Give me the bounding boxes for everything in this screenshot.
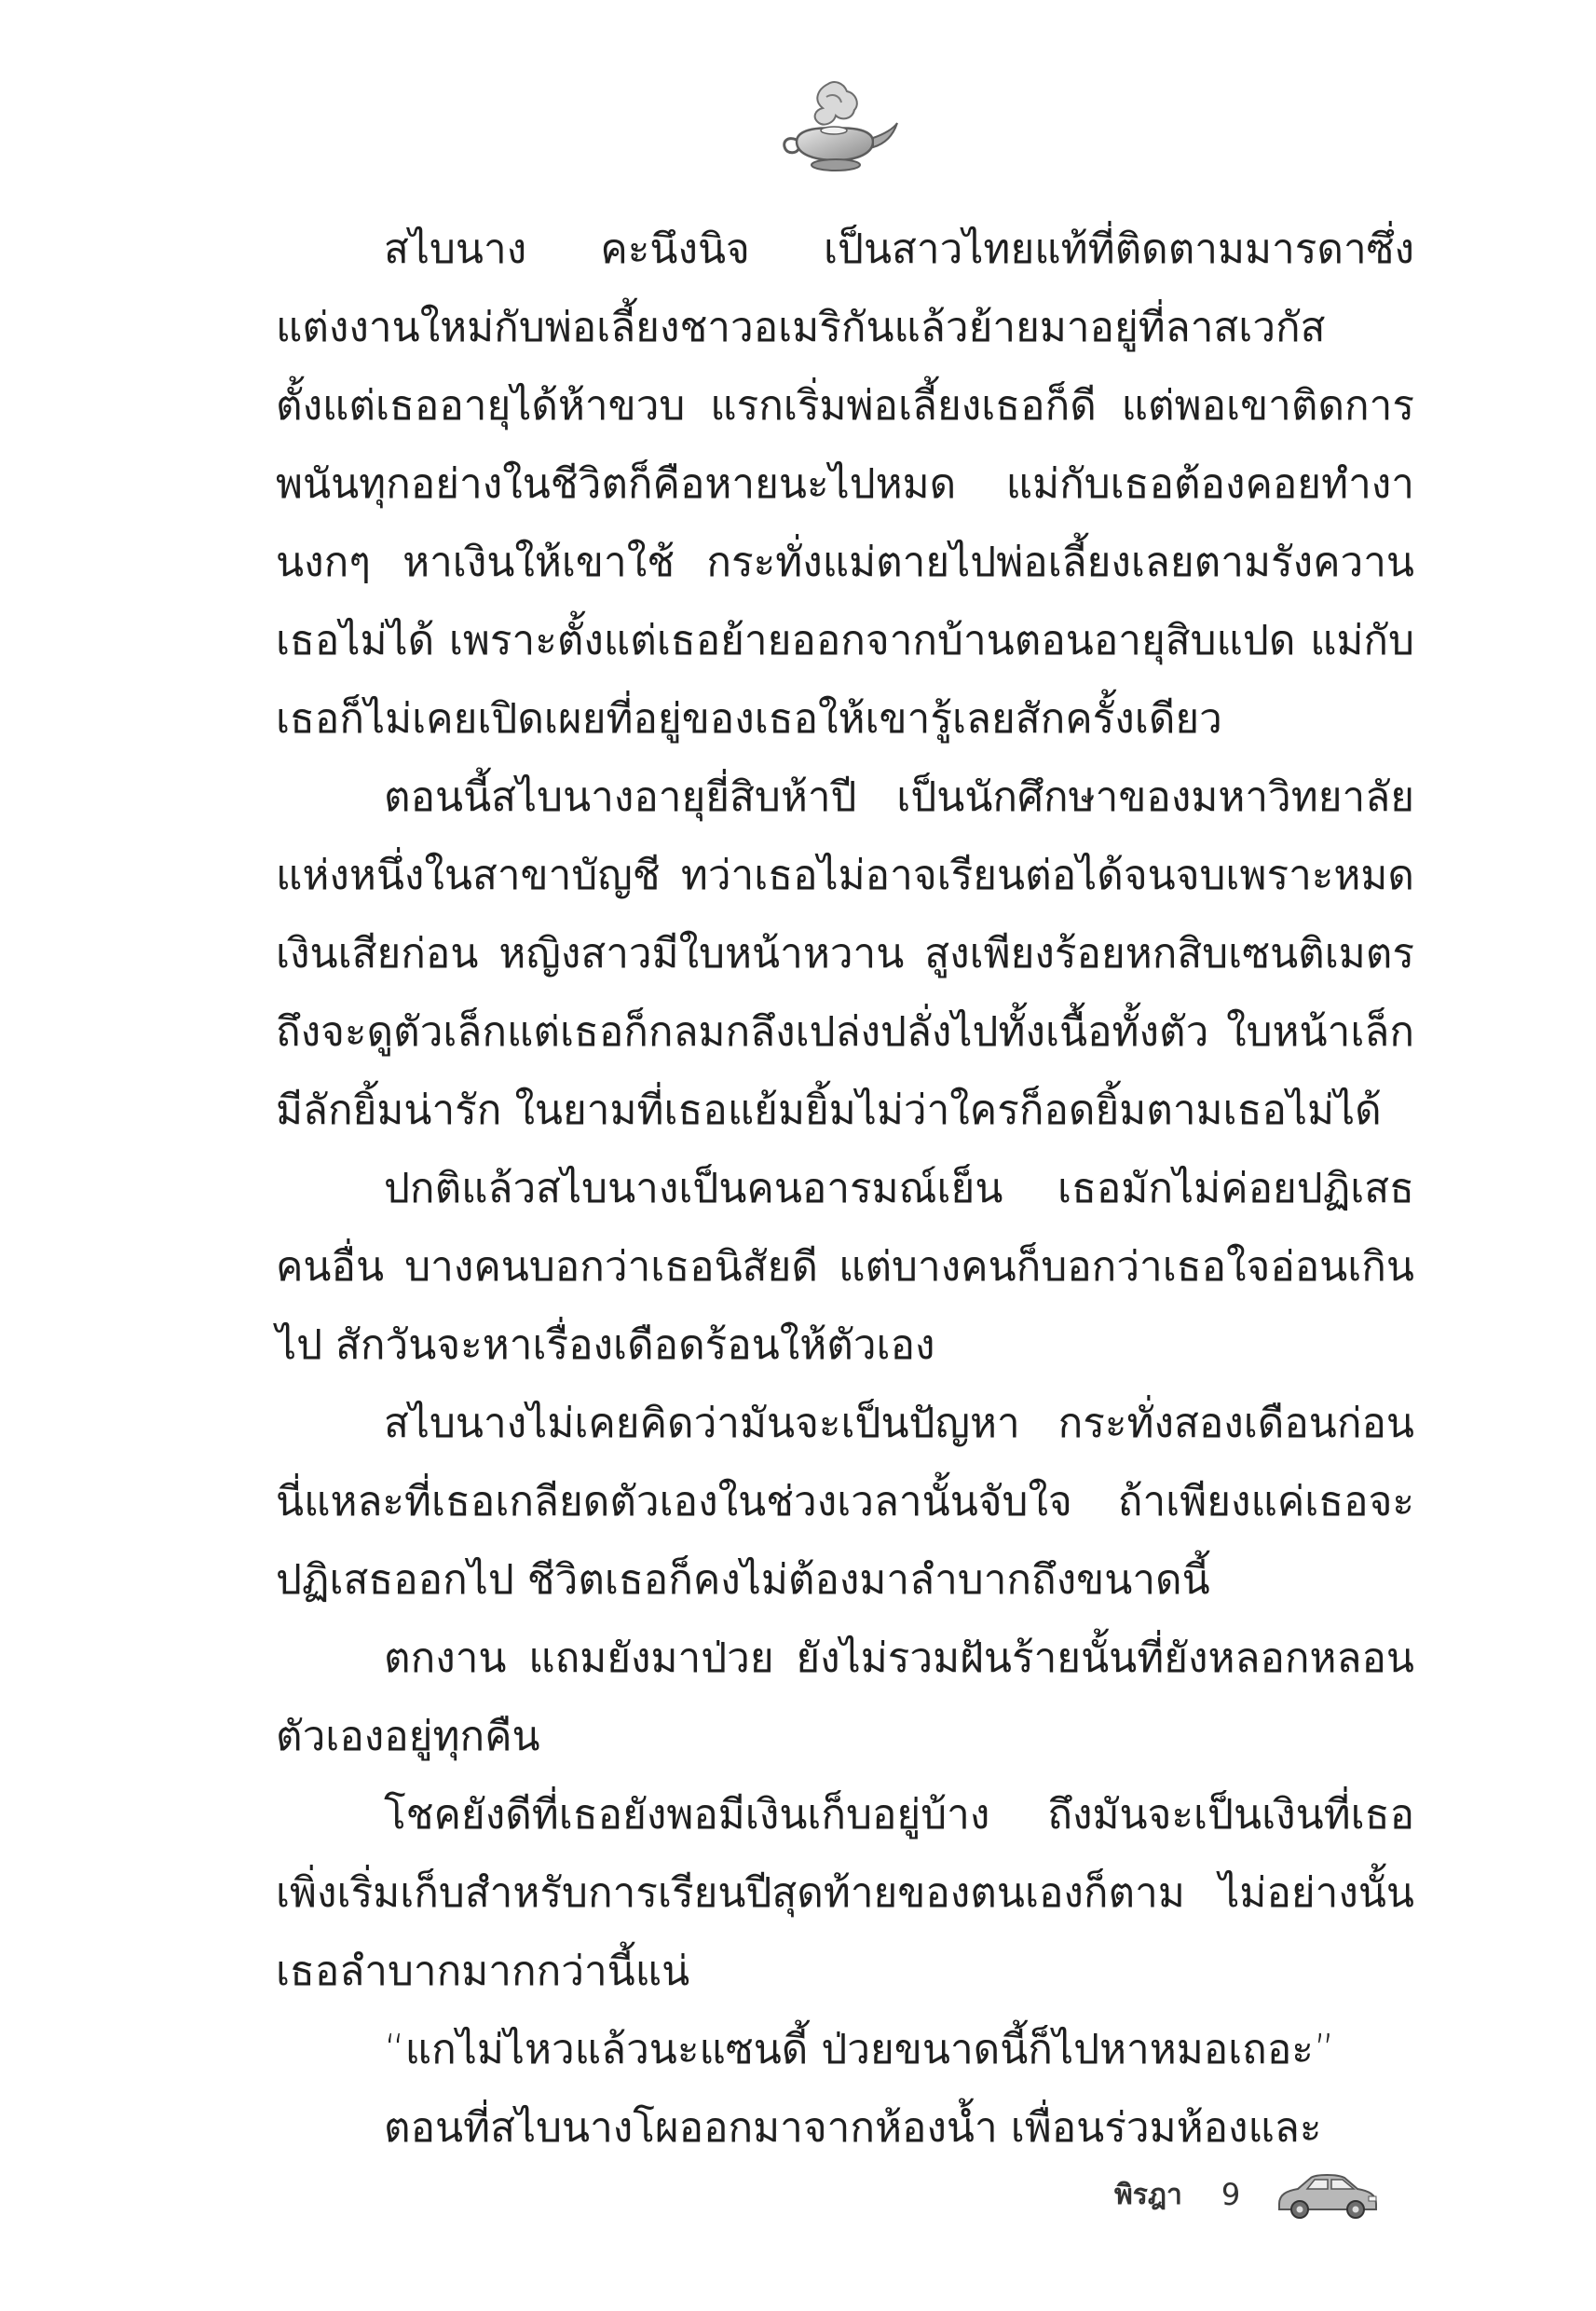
page-number: 9: [1221, 2177, 1241, 2212]
paragraph: ตกงาน แถมยังมาป่วย ยังไม่รวมฝันร้ายนั้นที่ยังหลอกหลอนตัวเองอยู่ทุกคืน: [276, 1634, 1414, 1760]
paragraph: ตอนนี้สไบนางอายุยี่สิบห้าปี เป็นนักศึกษาของมหาวิทยาลัยแห่งหนึ่งในสาขาบัญชี ทว่าเธอไม่อาจเรียนต่อได้จนจบเพราะหมดเงินเสียก่อน หญิงสาวมีใบหน้าหวาน สูงเพียงร้อยหกสิบเซนติเมตร ถึงจะดูตัวเล็กแต่เธอก็กลมกลึงเปล่งปลั่งไปทั้งเนื้อทั้งตัว ใบหน้าเล็กมีลักยิ้มน่ารัก ในยามที่เธอแย้มยิ้มไม่ว่าใครก็อดยิ้มตามเธอไม่ได้: [276, 773, 1414, 1134]
paragraph: สไบนาง คะนึงนิจ เป็นสาวไทยแท้ที่ติดตามมารดาซึ่งแต่งงานใหม่กับพ่อเลี้ยงชาวอเมริกันแล้วย้ายมาอยู่ที่ลาสเวกัสตั้งแต่เธออายุได้ห้าขวบ แรกเริ่มพ่อเลี้ยงเธอก็ดี แต่พอเขาติดการพนันทุกอย่างในชีวิตก็คือหายนะไปหมด แม่กับเธอต้องคอยทำงานงกๆ หาเงินให้เขาใช้ กระทั่งแม่ตายไปพ่อเลี้ยงเลยตามรังควานเธอไม่ได้ เพราะตั้งแต่เธอย้ายออกจากบ้านตอนอายุสิบแปด แม่กับเธอก็ไม่เคยเปิดเผยที่อยู่ของเธอให้เขารู้เลยสักครั้งเดียว: [276, 226, 1414, 743]
paragraph: ปกติแล้วสไบนางเป็นคนอารมณ์เย็น เธอมักไม่ค่อยปฏิเสธคนอื่น บางคนบอกว่าเธอนิสัยดี แต่บางคนก็บอกว่าเธอใจอ่อนเกินไป สักวันจะหาเรื่องเดือดร้อนให้ตัวเอง: [276, 1165, 1414, 1369]
paragraph: “แกไม่ไหวแล้วนะแซนดี้ ป่วยขนาดนี้ก็ไปหาหมอเถอะ”: [384, 2026, 1335, 2073]
author-name: พิรฎา: [1114, 2178, 1182, 2211]
paragraph: ตอนที่สไบนางโผออกมาจากห้องน้ำ เพื่อนร่วมห้องและ: [384, 2104, 1322, 2152]
genie-lamp-icon: [769, 76, 899, 179]
paragraph: สไบนางไม่เคยคิดว่ามันจะเป็นปัญหา กระทั่งสองเดือนก่อนนี่แหละที่เธอเกลียดตัวเองในช่วงเวลานั้นจับใจ ถ้าเพียงแค่เธอจะปฏิเสธออกไป ชีวิตเธอก็คงไม่ต้องมาลำบากถึงขนาดนี้: [276, 1400, 1414, 1604]
page-footer: [1114, 2162, 1384, 2227]
chapter-body-text: [276, 211, 1414, 2167]
car-icon: [1272, 2167, 1384, 2222]
paragraph: โชคยังดีที่เธอยังพอมีเงินเก็บอยู่บ้าง ถึงมันจะเป็นเงินที่เธอเพิ่งเริ่มเก็บสำหรับการเรียนปีสุดท้ายของตนเองก็ตาม ไม่อย่างนั้นเธอลำบากมากกว่านี้แน่: [276, 1791, 1414, 1995]
